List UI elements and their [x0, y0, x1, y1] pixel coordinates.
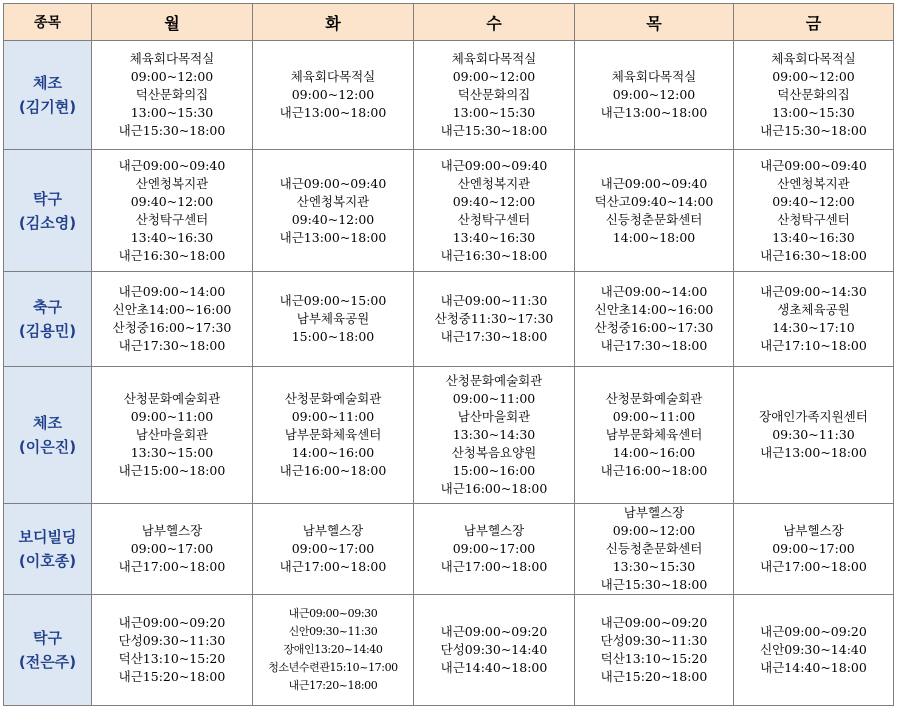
schedule-cell	[253, 150, 414, 272]
schedule-cell	[92, 272, 253, 367]
schedule-line: 남부체육공원	[296, 311, 370, 326]
schedule-line: 내근17:00~18:00	[279, 559, 387, 574]
schedule-cell	[414, 367, 575, 504]
schedule-line: 청소년수련관15:10~17:00	[268, 661, 398, 674]
header-day-mon: 월	[92, 4, 253, 41]
schedule-line: 09:00~12:00	[772, 69, 855, 84]
sport-name: 체조	[33, 74, 62, 92]
schedule-line: 09:00~17:00	[452, 541, 536, 556]
schedule-line: 남부문화체육센터	[605, 427, 703, 442]
schedule-line: 내근09:00~14:00	[118, 284, 226, 299]
schedule-line: 체육회다목적실	[451, 51, 537, 66]
schedule-line: 13:00~15:30	[452, 105, 536, 120]
coach-name: (전은주)	[18, 653, 77, 671]
schedule-line: 09:00~17:00	[291, 541, 375, 556]
schedule-cell	[414, 272, 575, 367]
schedule-line: 산청문화예술회관	[284, 391, 382, 406]
schedule-cell	[734, 272, 894, 367]
schedule-line: 내근17:20~18:00	[288, 679, 378, 692]
schedule-line: 내근09:00~14:00	[600, 284, 708, 299]
schedule-line: 14:00~18:00	[612, 229, 696, 245]
schedule-line: 09:00~12:00	[452, 69, 536, 84]
header-day-wed: 수	[414, 4, 575, 41]
schedule-line: 남부헬스장	[302, 523, 364, 538]
schedule-cell	[575, 150, 734, 272]
schedule-line: 남산마을회관	[457, 409, 531, 424]
schedule-line: 09:00~12:00	[612, 523, 696, 538]
schedule-cell	[734, 504, 894, 595]
schedule-row	[4, 367, 894, 504]
schedule-line: 09:00~11:00	[130, 409, 214, 424]
schedule-cell	[575, 41, 734, 150]
schedule-line: 내근13:00~18:00	[279, 229, 387, 245]
schedule-line: 신안09:30~11:30	[288, 625, 378, 638]
schedule-line: 단성09:30~11:30	[118, 633, 226, 648]
sport-cell	[4, 150, 92, 272]
schedule-line: 09:00~11:00	[612, 409, 696, 424]
schedule-line: 09:00~11:00	[291, 409, 375, 424]
schedule-line: 산청중16:00~17:30	[594, 320, 714, 335]
schedule-line: 내근17:10~18:00	[760, 338, 867, 353]
schedule-line: 13:40~16:30	[772, 229, 855, 245]
schedule-table	[3, 3, 894, 706]
schedule-line: 생초체육공원	[777, 302, 850, 317]
sport-cell	[4, 595, 92, 706]
schedule-line: 내근09:00~09:20	[440, 624, 548, 639]
schedule-line: 내근15:30~18:00	[760, 123, 867, 138]
schedule-line: 15:00~18:00	[291, 329, 375, 344]
schedule-line: 신등청춘문화센터	[605, 211, 703, 227]
schedule-line: 내근15:00~18:00	[118, 463, 226, 478]
sport-name: 축구	[33, 298, 62, 316]
coach-name: (김소영)	[18, 213, 77, 232]
schedule-line: 내근17:00~18:00	[118, 559, 226, 574]
schedule-line: 14:30~17:10	[772, 320, 855, 335]
schedule-cell	[575, 504, 734, 595]
schedule-row	[4, 504, 894, 595]
sport-cell	[4, 272, 92, 367]
schedule-line: 내근13:00~18:00	[279, 105, 387, 120]
schedule-cell	[253, 41, 414, 150]
schedule-line: 09:00~17:00	[130, 541, 214, 556]
header-sport: 종목	[4, 4, 92, 41]
schedule-line: 내근14:40~18:00	[760, 660, 867, 675]
schedule-cell	[92, 41, 253, 150]
header-day-thu: 목	[575, 4, 734, 41]
schedule-row	[4, 595, 894, 706]
schedule-cell	[575, 367, 734, 504]
schedule-row	[4, 41, 894, 150]
schedule-line: 단성09:30~14:40	[440, 642, 548, 657]
schedule-line: 내근17:00~18:00	[440, 559, 548, 574]
schedule-cell	[253, 595, 414, 706]
schedule-line: 내근15:20~18:00	[118, 669, 226, 684]
schedule-line: 09:40~12:00	[452, 193, 536, 209]
schedule-line: 내근15:30~18:00	[118, 123, 226, 138]
schedule-line: 산청문화예술회관	[445, 373, 543, 388]
schedule-line: 09:30~11:30	[772, 427, 855, 442]
schedule-line: 13:00~15:30	[772, 105, 855, 120]
schedule-line: 산엔청복지관	[777, 175, 850, 191]
schedule-line: 13:30~15:00	[130, 445, 214, 460]
schedule-cell	[734, 150, 894, 272]
schedule-line: 산청중16:00~17:30	[112, 320, 232, 335]
schedule-line: 내근15:30~18:00	[600, 577, 708, 592]
schedule-line: 남부헬스장	[141, 523, 203, 538]
schedule-cell	[575, 595, 734, 706]
schedule-line: 신안초14:00~16:00	[112, 302, 232, 317]
schedule-line: 내근13:00~18:00	[600, 105, 708, 120]
schedule-line: 09:00~12:00	[291, 87, 375, 102]
schedule-line: 산청탁구센터	[135, 211, 209, 227]
sport-name: 탁구	[33, 189, 62, 208]
coach-name: (김용민)	[18, 322, 77, 340]
schedule-line: 덕산고09:40~14:00	[594, 193, 714, 209]
schedule-line: 산청중11:30~17:30	[434, 311, 554, 326]
coach-name: (이은진)	[18, 438, 77, 456]
schedule-line: 09:00~17:00	[772, 541, 855, 556]
schedule-line: 내근09:00~09:30	[288, 607, 378, 620]
schedule-line: 남부문화체육센터	[284, 427, 382, 442]
schedule-line: 09:00~12:00	[612, 87, 696, 102]
schedule-cell	[734, 367, 894, 504]
schedule-line: 신안09:30~14:40	[760, 642, 867, 657]
schedule-line: 14:00~16:00	[612, 445, 696, 460]
schedule-line: 13:40~16:30	[130, 229, 214, 245]
schedule-line: 덕산13:10~15:20	[118, 651, 226, 666]
schedule-line: 내근09:00~09:20	[600, 615, 708, 630]
schedule-line: 13:40~16:30	[452, 229, 536, 245]
schedule-line: 내근09:00~09:40	[600, 175, 708, 191]
schedule-line: 내근17:00~18:00	[760, 559, 867, 574]
schedule-line: 단성09:30~11:30	[600, 633, 708, 648]
schedule-line: 09:00~11:00	[452, 391, 536, 406]
schedule-line: 09:40~12:00	[130, 193, 214, 209]
schedule-line: 덕산문화의집	[777, 87, 850, 102]
schedule-line: 내근16:00~18:00	[440, 481, 548, 496]
sport-name: 보디빌딩	[18, 528, 77, 546]
schedule-line: 09:40~12:00	[772, 193, 855, 209]
schedule-line: 내근16:30~18:00	[760, 247, 867, 263]
schedule-cell	[734, 41, 894, 150]
schedule-line: 내근15:30~18:00	[440, 123, 548, 138]
schedule-cell	[414, 150, 575, 272]
schedule-line: 내근09:00~09:40	[279, 175, 387, 191]
schedule-line: 13:30~15:30	[612, 559, 696, 574]
schedule-line: 산청복음요양원	[451, 445, 537, 460]
schedule-line: 체육회다목적실	[129, 51, 215, 66]
schedule-line: 내근17:30~18:00	[600, 338, 708, 353]
schedule-line: 09:00~12:00	[130, 69, 214, 84]
schedule-line: 내근16:30~18:00	[118, 247, 226, 263]
schedule-line: 내근16:00~18:00	[600, 463, 708, 478]
sport-cell	[4, 504, 92, 595]
schedule-line: 09:40~12:00	[291, 211, 375, 227]
schedule-line: 덕산문화의집	[457, 87, 531, 102]
schedule-line: 신안초14:00~16:00	[594, 302, 714, 317]
sport-name: 체조	[33, 414, 62, 432]
schedule-line: 체육회다목적실	[611, 69, 697, 84]
schedule-line: 장애인13:20~14:40	[283, 643, 383, 656]
schedule-line: 13:30~14:30	[452, 427, 536, 442]
schedule-line: 내근15:20~18:00	[600, 669, 708, 684]
schedule-line: 남부헬스장	[783, 523, 844, 538]
schedule-line: 남부헬스장	[623, 505, 685, 520]
schedule-line: 장애인가족지원센터	[759, 409, 868, 424]
sport-cell	[4, 41, 92, 150]
schedule-line: 13:00~15:30	[130, 105, 214, 120]
schedule-cell	[575, 272, 734, 367]
schedule-line: 산청문화예술회관	[605, 391, 703, 406]
schedule-line: 덕산13:10~15:20	[600, 651, 708, 666]
schedule-line: 남부헬스장	[463, 523, 525, 538]
schedule-line: 산엔청복지관	[296, 193, 370, 209]
schedule-cell	[253, 272, 414, 367]
schedule-line: 산엔청복지관	[135, 175, 209, 191]
schedule-line: 내근09:00~09:40	[440, 157, 548, 173]
schedule-cell	[253, 504, 414, 595]
header-row	[4, 4, 894, 41]
schedule-line: 내근09:00~09:20	[760, 624, 867, 639]
header-day-tue: 화	[253, 4, 414, 41]
schedule-line: 내근09:00~15:00	[279, 293, 387, 308]
schedule-line: 15:00~16:00	[452, 463, 536, 478]
schedule-line: 산청탁구센터	[457, 211, 531, 227]
schedule-cell	[92, 367, 253, 504]
schedule-line: 내근09:00~09:40	[118, 157, 226, 173]
schedule-line: 내근16:00~18:00	[279, 463, 387, 478]
schedule-line: 남산마을회관	[135, 427, 209, 442]
schedule-cell	[92, 150, 253, 272]
schedule-cell	[253, 367, 414, 504]
schedule-cell	[92, 504, 253, 595]
schedule-line: 14:00~16:00	[291, 445, 375, 460]
schedule-line: 체육회다목적실	[771, 51, 856, 66]
coach-name: (김기현)	[18, 98, 77, 116]
schedule-cell	[414, 504, 575, 595]
schedule-cell	[734, 595, 894, 706]
schedule-line: 내근14:40~18:00	[440, 660, 548, 675]
schedule-line: 내근09:00~11:30	[440, 293, 548, 308]
schedule-row	[4, 272, 894, 367]
schedule-line: 내근09:00~14:30	[760, 284, 867, 299]
sport-cell	[4, 367, 92, 504]
schedule-line: 내근17:30~18:00	[118, 338, 226, 353]
schedule-line: 내근16:30~18:00	[440, 247, 548, 263]
schedule-line: 내근09:00~09:20	[118, 615, 226, 630]
schedule-line: 산청문화예술회관	[123, 391, 221, 406]
schedule-line: 내근13:00~18:00	[760, 445, 867, 460]
schedule-line: 산엔청복지관	[457, 175, 531, 191]
schedule-row	[4, 150, 894, 272]
header-day-fri: 금	[734, 4, 894, 41]
schedule-cell	[414, 595, 575, 706]
schedule-line: 덕산문화의집	[135, 87, 209, 102]
schedule-line: 체육회다목적실	[290, 69, 376, 84]
coach-name: (이호종)	[18, 552, 77, 570]
schedule-cell	[414, 41, 575, 150]
schedule-line: 산청탁구센터	[777, 211, 850, 227]
schedule-line: 신등청춘문화센터	[605, 541, 703, 556]
sport-name: 탁구	[33, 629, 62, 647]
schedule-cell	[92, 595, 253, 706]
schedule-line: 내근09:00~09:40	[760, 157, 867, 173]
schedule-line: 내근17:30~18:00	[440, 329, 548, 344]
